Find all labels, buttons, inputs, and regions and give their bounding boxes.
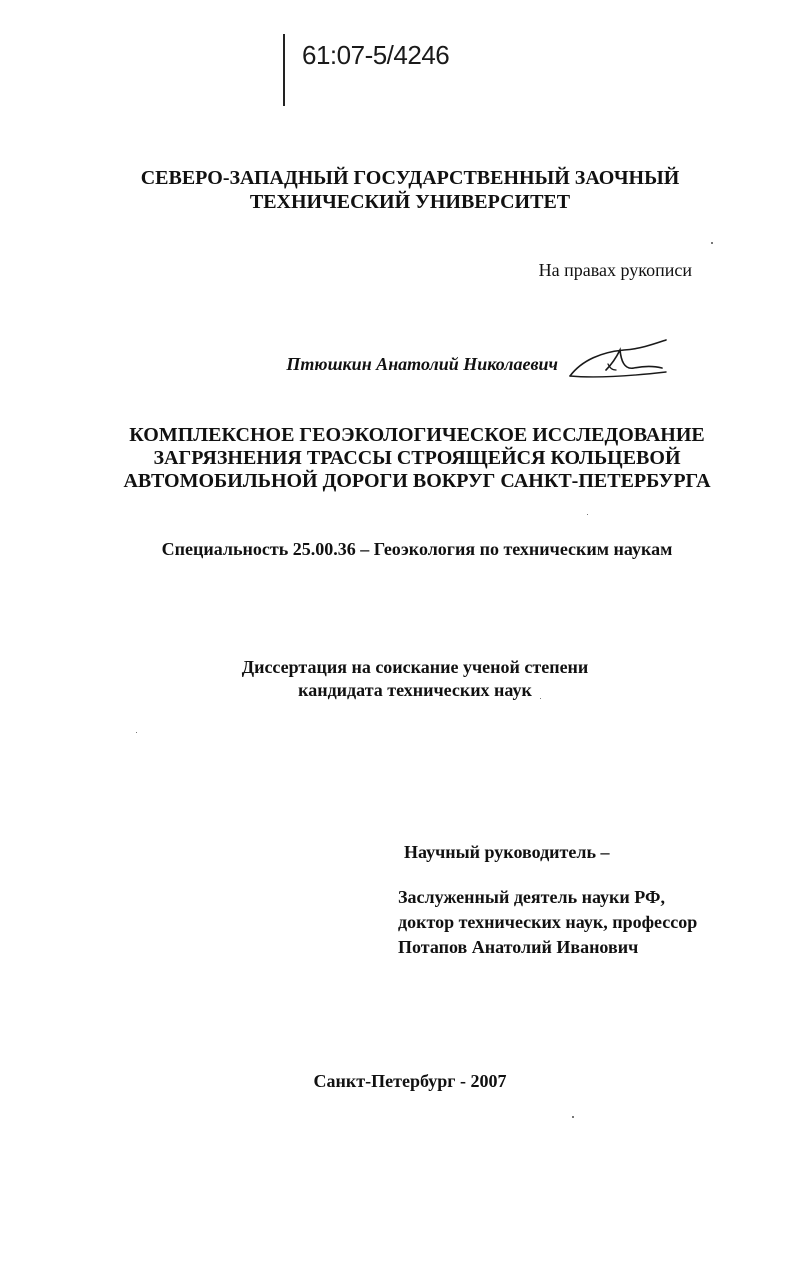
scan-speck (572, 1116, 574, 1118)
city-year: Санкт-Петербург - 2007 (313, 1071, 507, 1091)
university-line-1: СЕВЕРО-ЗАПАДНЫЙ ГОСУДАРСТВЕННЫЙ ЗАОЧНЫЙ (140, 167, 680, 189)
title-line-1: КОМПЛЕКСНОЕ ГЕОЭКОЛОГИЧЕСКОЕ ИССЛЕДОВАНИЕ (129, 424, 705, 446)
university-name (100, 166, 720, 214)
title-line-2: ЗАГРЯЗНЕНИЯ ТРАССЫ СТРОЯЩЕЙСЯ КОЛЬЦЕВОЙ (153, 447, 681, 469)
supervisor-line-3: Потапов Анатолий Иванович (398, 937, 639, 957)
supervisor-heading: Научный руководитель – (404, 842, 610, 862)
stamp-vertical-bar (283, 34, 285, 106)
scan-speck (587, 514, 588, 515)
title-line-3: АВТОМОБИЛЬНОЙ ДОРОГИ ВОКРУГ САНКТ-ПЕТЕРБУРГА (123, 470, 711, 492)
handwritten-signature (562, 330, 672, 384)
dissertation-title (80, 424, 754, 493)
scan-speck (136, 732, 137, 733)
scan-speck (711, 242, 713, 244)
archive-stamp-code: 61:07-5/4246 (302, 40, 450, 70)
supervisor-details (398, 885, 697, 960)
supervisor-line-2: доктор технических наук, профессор (398, 912, 698, 932)
specialty-line: Специальность 25.00.36 – Геоэкология по техническим наукам (161, 539, 673, 559)
rights-note: На правах рукописи (538, 260, 692, 280)
author-name: Птюшкин Анатолий Николаевич (286, 354, 558, 374)
university-line-2: ТЕХНИЧЕСКИЙ УНИВЕРСИТЕТ (249, 191, 571, 213)
supervisor-line-1: Заслуженный деятель науки РФ, (398, 887, 665, 907)
scan-speck (540, 698, 541, 699)
degree-line-2: кандидата технических наук (298, 680, 532, 700)
degree-statement (100, 656, 730, 702)
degree-line-1: Диссертация на соискание ученой степени (241, 657, 589, 677)
